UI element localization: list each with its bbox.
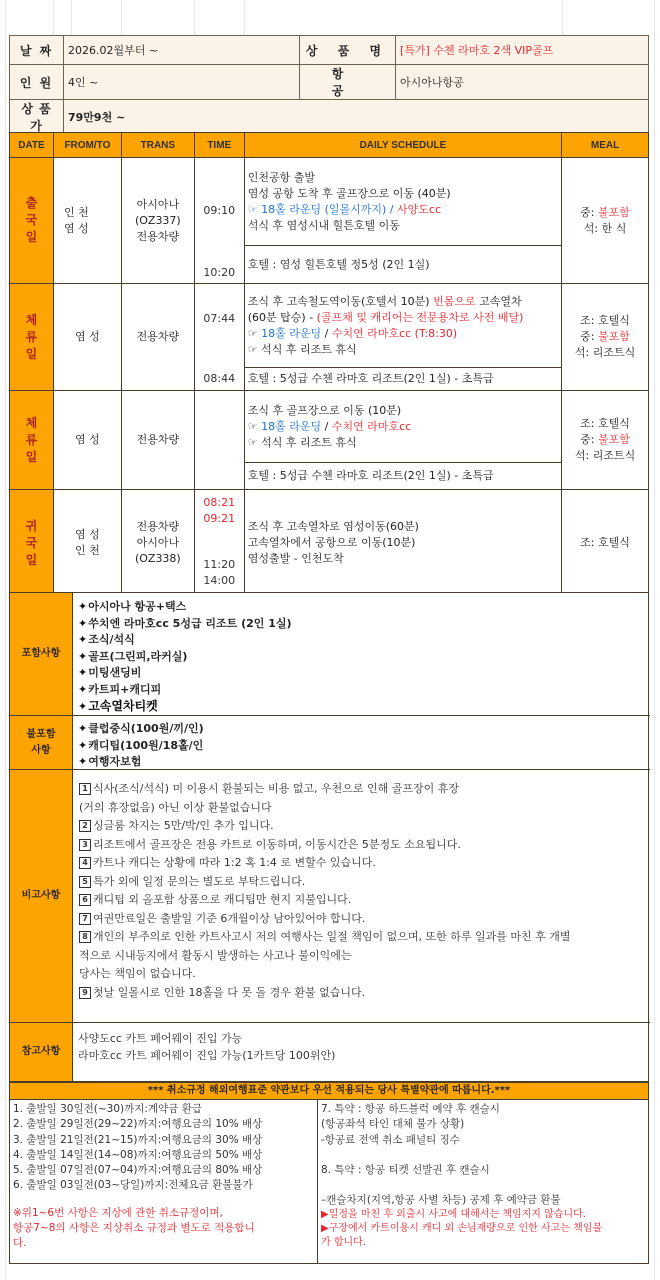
cancellation-note: 항공7~8의 사항은 지상취소 규정과 별도로 적용합니 [13, 1222, 255, 1235]
hotel-info: 호텔 : 5성급 수첸 라마호 리조트(2인 1실) - 초특급 [244, 368, 561, 391]
list-item: 4. 출발일 14일전(14~08)까지:여행요금의 50% 배상 [13, 1148, 263, 1161]
included-list [73, 595, 297, 720]
list-item: 9 첫날 일몰시로 인한 18홀을 다 못 돌 경우 환불 없습니다. [79, 984, 643, 1003]
cancellation-note: ▶일정을 마친 후 외출시 사고에 대해서는 책임지지 않습니다. [321, 1209, 586, 1221]
from-to: 염 성 [53, 391, 121, 490]
schedule-detail: 조식 후 고속철도역이동(호텔서 10분) 빈몸으로 고속열차 (60분 탑승) - (골프채 및 캐리어는 전문용차로 사전 배달) ☞ 18홀 라운딩 / 수치연 라마호cc (T:8:30) ☞ 석식 후 리조트 휴식 [244, 284, 561, 368]
cancellation-right [318, 1100, 648, 1263]
transport: 전용차량 아시아나 (OZ338) [121, 490, 194, 597]
from-to: 인 천 염 성 [53, 158, 121, 284]
notes-container [9, 592, 649, 1082]
list-item: -항공료 전액 취소 패널티 징수 [321, 1133, 460, 1146]
time-cell: 07:44 08:44 [194, 284, 244, 391]
pin-icon: ✦ [78, 633, 88, 646]
airline-value: 아시아나항공 [396, 65, 649, 100]
schedule-header-row [10, 133, 649, 158]
cancellation-note: ▶구장에서 카트이용시 캐디 외 손님재량으로 인한 사고는 책임불 [321, 1223, 603, 1235]
header-meal: MEAL [562, 133, 649, 158]
schedule-table [9, 132, 649, 615]
excluded-label: 불포함 사항 [10, 716, 73, 769]
transport: 전용차량 [121, 391, 194, 490]
cancellation-left [10, 1100, 318, 1263]
list-item: 4 카트나 캐디는 상황에 따라 1:2 혹 1:4 로 변할수 있습니다. [79, 854, 643, 873]
day-label: 체 류 일 [10, 391, 54, 490]
included-label: 포함사항 [10, 593, 73, 715]
list-item: 적으로 시내등지에서 활동시 발생하는 사고나 불이익에는 [79, 948, 352, 962]
list-item: 사양도cc 카트 페어웨이 진입 가능 [78, 1032, 243, 1045]
grid-line [244, 0, 245, 35]
pin-icon: ✦ [78, 722, 88, 735]
list-item: 5. 출발일 07일전(07~04)까지:여행요금의 80% 배상 [13, 1164, 263, 1177]
people-value: 4인 ~ [64, 65, 300, 100]
list-item: 1. 출발일 30일전(~30)까지:계약금 환급 [13, 1103, 202, 1115]
reference-section [10, 1023, 650, 1081]
people-label: 인 원 [10, 65, 64, 100]
list-item: ✦미팅샌딩비 [78, 666, 142, 679]
list-item: 8 개인의 부주의로 인한 카트사고시 저의 여행사는 일절 책임이 없으며, 또한 하루 일과를 마친 후 개별 [79, 928, 643, 947]
excluded-section [10, 716, 650, 770]
meal-cell: 조: 호텔식 [562, 490, 649, 597]
list-item: 2 싱글룸 차지는 5만/박/인 추가 입니다. [79, 817, 643, 836]
list-item: 5 특가 외에 일정 문의는 별도로 부탁드립니다. [79, 873, 643, 892]
cancellation-header: *** 취소규정 해외여행표준 약관보다 우선 적용되는 당사 특별약관에 따릅니다.*** [10, 1083, 648, 1100]
price-value: 79만9천 ~ [64, 100, 649, 135]
pin-icon: ✦ [78, 649, 88, 663]
product-label: 상 품 명 [300, 36, 396, 65]
pin-icon: ✦ [78, 738, 88, 752]
list-item: 7 여권만료일은 출발일 기준 6개월이상 남아있어야 합니다. [79, 910, 643, 929]
excluded-list [73, 717, 209, 775]
from-to: 염 성 인 천 [53, 490, 121, 597]
pin-icon: ✦ [78, 682, 88, 696]
grid-line [53, 0, 54, 35]
header-from-to: FROM/TO [53, 133, 121, 158]
header-date: DATE [10, 133, 54, 158]
grid-line [5, 0, 6, 1280]
pin-icon: ✦ [78, 600, 88, 613]
grid-line [654, 0, 655, 1280]
header-trans: TRANS [121, 133, 194, 158]
meal-cell: 중: 불포함 석: 한 식 [562, 158, 649, 284]
list-item: 2. 출발일 29일전(29~22)까지:여행요금의 10% 배상 [13, 1118, 263, 1131]
reference-list [73, 1027, 340, 1067]
header-daily-schedule: DAILY SCHEDULE [244, 133, 561, 158]
list-item: 6. 출발일 03일전(03~당일)까지:전체요금 환불불가 [13, 1179, 253, 1192]
product-value: [특가] 수첸 라마호 2색 VIP골프 [396, 36, 649, 65]
cancellation-note: 다. [13, 1237, 27, 1250]
list-item: ✦카트피+캐디피 [78, 682, 162, 696]
header-time: TIME [194, 133, 244, 158]
day-label: 귀 국 일 [10, 490, 54, 597]
airline-label: 항 공 [300, 65, 396, 100]
date-value: 2026.02월부터 ~ [64, 36, 300, 65]
list-item: (거의 휴장없음) 아닌 이상 환불없습니다 [79, 800, 272, 814]
date-label: 날 짜 [10, 36, 64, 65]
list-item: ✦캐디팁(100원/18홀/인 [78, 738, 204, 752]
pin-icon: ✦ [78, 616, 88, 630]
list-item: –캔슬차지(지역,항공 사별 차등) 공제 후 예약금 환불 [321, 1194, 561, 1207]
day-row-2 [10, 284, 649, 368]
transport: 전용차량 [121, 284, 194, 391]
list-item: 6 캐디팁 외 올포함 상품으로 캐디팁만 현지 지불입니다. [79, 891, 643, 910]
reference-label: 참고사항 [10, 1023, 73, 1081]
list-item: ✦여행자보험 [78, 755, 142, 768]
time-cell: 09:10 10:20 [194, 158, 244, 284]
price-label: 상 품 가 [10, 100, 64, 135]
meal-cell: 조: 호텔식 중: 불포함 석: 리조트식 [562, 284, 649, 391]
pin-icon: ✦ [78, 666, 88, 679]
cancellation-note: 가 합니다. [321, 1237, 366, 1249]
schedule-detail: 조식 후 골프장으로 이동 (10분) ☞ 18홀 라운딩 / 수치연 라마호cc ☞ 석식 후 리조트 휴식 [244, 391, 561, 463]
list-item: 7. 특약 : 항공 하드블럭 예약 후 캔슬시 [321, 1103, 500, 1115]
list-item: ✦고속열차티켓 [78, 699, 158, 713]
meal-cell: 조: 호텔식 중: 불포함 석: 리조트식 [562, 391, 649, 490]
included-section [10, 593, 650, 716]
grid-line [562, 0, 563, 35]
from-to: 염 성 [53, 284, 121, 391]
hotel-info: 호텔 : 5성급 수첸 라마호 리조트(2인 1실) - 초특급 [244, 463, 561, 490]
list-item: ✦아시아나 항공+택스 [78, 600, 187, 613]
list-item: ✦골프(그린피,라커실) [78, 649, 188, 663]
pin-icon: ✦ [78, 700, 88, 713]
day-row-3 [10, 391, 649, 463]
list-item: 3 리조트에서 골프장은 전용 카트로 이동하며, 이동시간은 5분정도 소요됩니다. [79, 836, 643, 855]
grid-line [71, 0, 72, 35]
list-item: 3. 출발일 21일전(21~15)까지:여행요금의 30% 배상 [13, 1133, 263, 1146]
list-item: ✦조식/석식 [78, 633, 135, 646]
list-item: ✦클럽중식(100원/끼/인) [78, 722, 204, 735]
transport: 아시아나 (OZ337) 전용차량 [121, 158, 194, 284]
remarks-list [73, 774, 649, 1008]
remarks-section [10, 770, 650, 1023]
schedule-detail: 인천공항 출발 염성 공항 도착 후 골프장으로 이동 (40분) ☞ 18홀 라운딩 (일몰시까지) / 사양도cc 석식 후 염성시내 힐튼호텔 이동 [244, 158, 561, 246]
schedule-detail: 조식 후 고속열차로 염성이동(60분) 고속열차에서 공항으로 이동(10분) 염성출발 - 인천도착 [244, 490, 561, 597]
day-row-4 [10, 490, 649, 597]
list-item: 8. 특약 : 항공 티켓 선발권 후 캔슬시 [321, 1163, 490, 1176]
day-label: 체 류 일 [10, 284, 54, 391]
cancellation-note: ※위1~6번 사항은 지상에 관한 취소규정이며, [13, 1206, 223, 1219]
pin-icon: ✦ [78, 755, 88, 768]
list-item: (항공좌석 타인 대체 불가 상황) [321, 1118, 465, 1131]
product-info-table [9, 35, 649, 135]
grid-line [194, 0, 195, 35]
time-cell: 08:21 09:21 11:20 14:00 [194, 490, 244, 597]
list-item: 1 식사(조식/석식) 미 이용시 환불되는 비용 없고, 우천으로 인해 골프장이 휴장 [79, 780, 643, 799]
grid-line [121, 0, 122, 35]
time-cell [194, 391, 244, 490]
remarks-label: 비고사항 [10, 770, 73, 1022]
day-label: 출 국 일 [10, 158, 54, 284]
list-item: 라마호cc 카트 페어웨이 진입 가능(1카트당 100위안) [78, 1049, 336, 1062]
day-row-1 [10, 158, 649, 246]
list-item: ✦쑤치엔 라마호cc 5성급 리조트 (2인 1실) [78, 616, 292, 630]
cancellation-section [9, 1082, 649, 1264]
list-item: 당사는 책임이 없습니다. [79, 967, 196, 980]
hotel-info: 호텔 : 염성 힐튼호텔 정5성 (2인 1실) [244, 246, 561, 284]
